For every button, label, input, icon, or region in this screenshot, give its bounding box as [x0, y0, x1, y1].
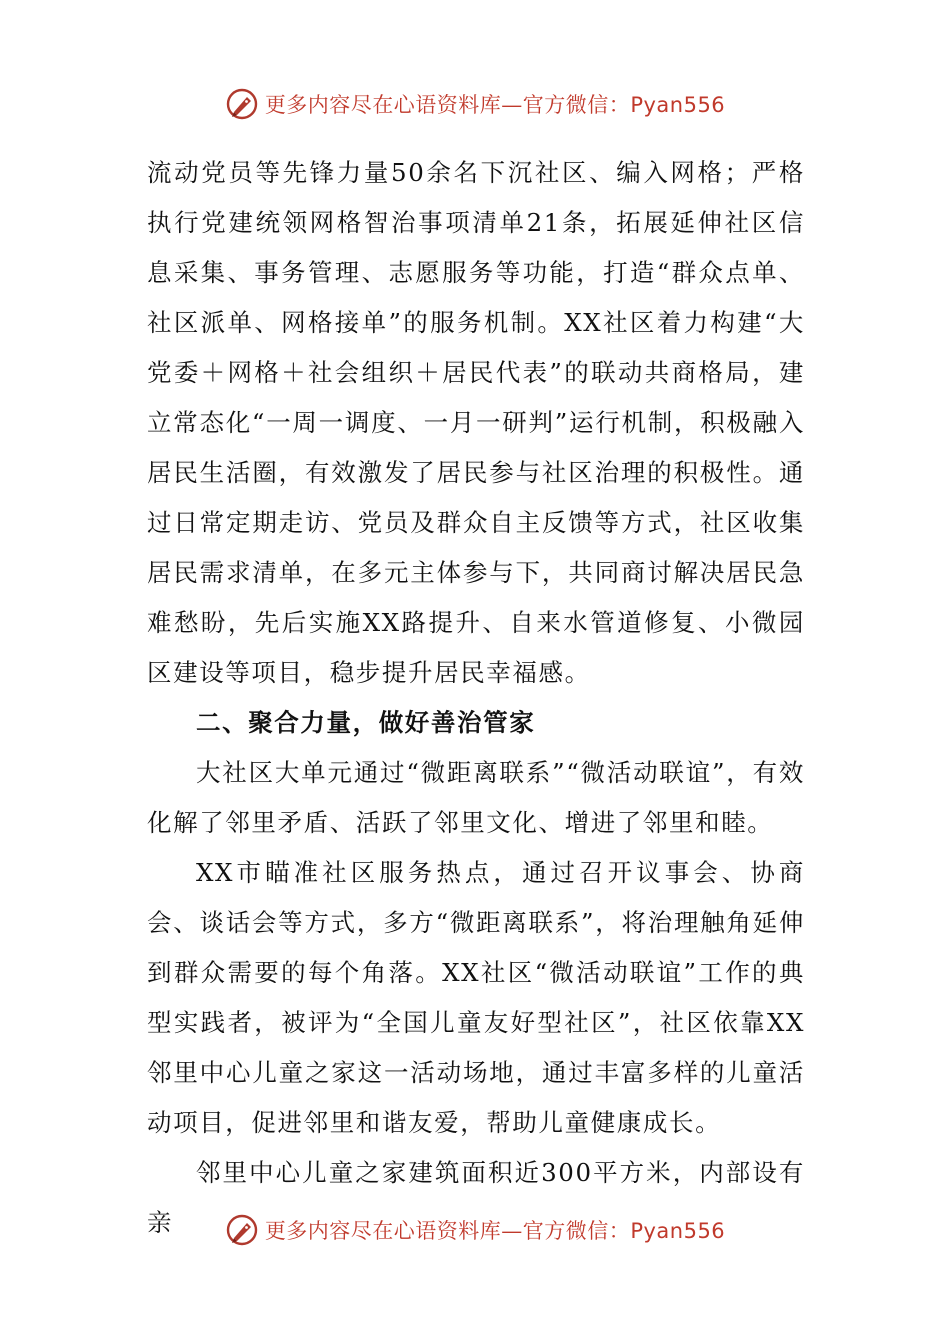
watermark-text: 更多内容尽在心语资料库—官方微信：	[264, 1219, 631, 1243]
paragraph-1: 流动党员等先锋力量50余名下沉社区、编入网格；严格执行党建统领网格智治事项清单21条，拓展延伸社区信息采集、事务管理、志愿服务等功能，打造“群众点单、社区派单、网格接单”的服务机制。XX社区着力构建“大党委＋网格＋社会组织＋居民代表”的联动共商格局，建立常态化“一周一调度、一月一研判”运行机制，积极融入居民生活圈，有效激发了居民参与社区治理的积极性。通过日常定期走访、党员及群众自主反馈等方式，社区收集居民需求清单，在多元主体参与下，共同商讨解决居民急难愁盼，先后实施XX路提升、自来水管道修复、小微园区建设等项目，稳步提升居民幸福感。	[147, 158, 805, 687]
document-body	[147, 148, 805, 1248]
paragraph-4: 邻里中心儿童之家建筑面积近300平方米，内部设有亲	[147, 1158, 805, 1237]
watermark-footer	[0, 1210, 950, 1250]
watermark-wechat-id: Pyan556	[630, 93, 726, 117]
paragraph-2: 大社区大单元通过“微距离联系”“微活动联谊”，有效化解了邻里矛盾、活跃了邻里文化、增进了邻里和睦。	[147, 758, 805, 837]
watermark-text: 更多内容尽在心语资料库—官方微信：	[264, 93, 631, 117]
pen-nib-icon	[225, 1213, 259, 1247]
watermark-header	[0, 84, 950, 124]
section-heading-2: 二、聚合力量，做好善治管家	[196, 708, 536, 737]
watermark-wechat-id: Pyan556	[630, 1219, 726, 1243]
paragraph-3: XX市瞄准社区服务热点，通过召开议事会、协商会、谈话会等方式，多方“微距离联系”，将治理触角延伸到群众需要的每个角落。XX社区“微活动联谊”工作的典型实践者，被评为“全国儿童友好型社区”，社区依靠XX邻里中心儿童之家这一活动场地，通过丰富多样的儿童活动项目，促进邻里和谐友爱，帮助儿童健康成长。	[147, 858, 805, 1137]
pen-nib-icon	[225, 87, 259, 121]
